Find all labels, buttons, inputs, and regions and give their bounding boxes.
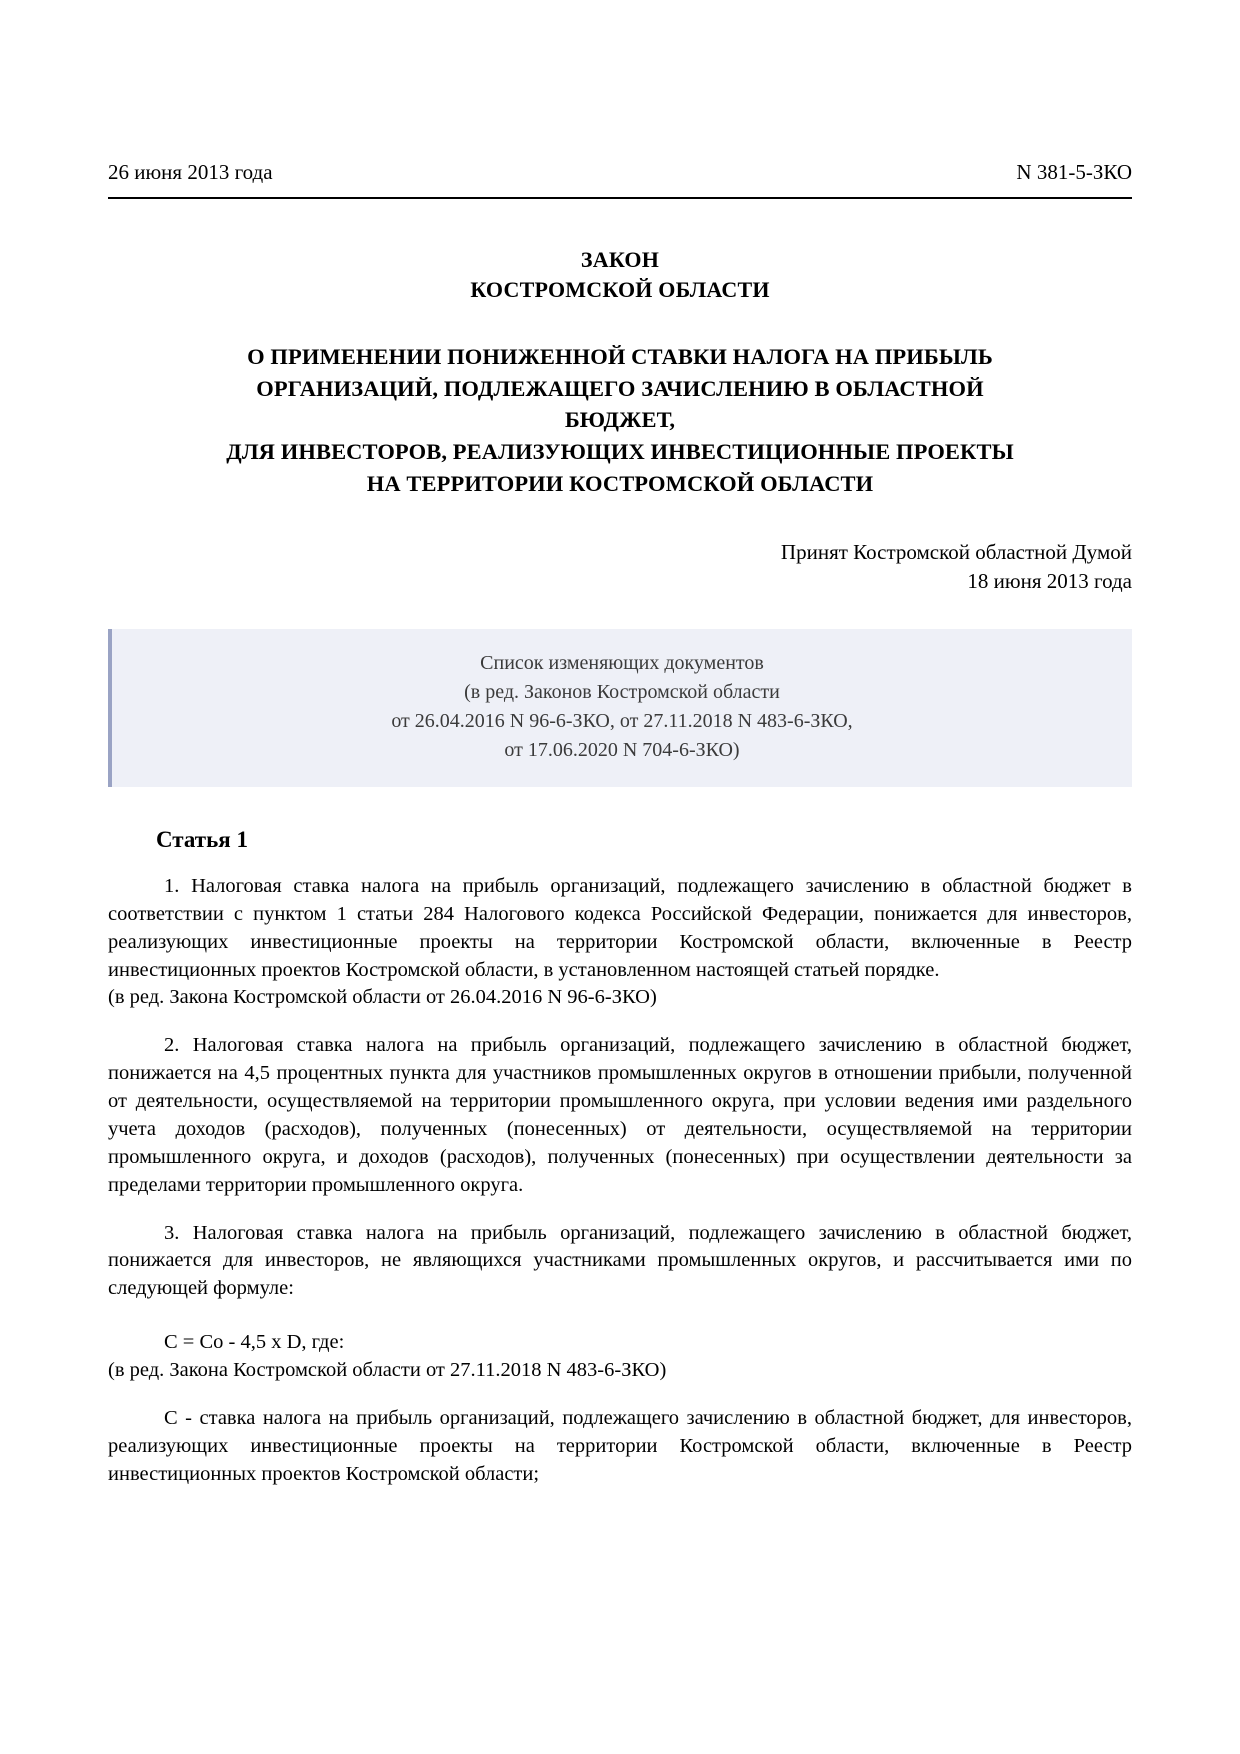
- article-paragraph-2: 2. Налоговая ставка налога на прибыль организаций, подлежащего зачислению в областной бюджет, понижается на 4,5 процентных пункта для участников промышленных округов в отношении прибыли, полученной от деятельности, осуществляемой на территории промышленного округа, при условии ведения ими раздельного учета доходов (расходов), полученных (понесенных) от деятельности, осуществляемой на территории промышленного округа, и доходов (расходов), полученных (понесенных) при осуществлении деятельности за пределами территории промышленного округа.: [108, 1034, 1132, 1196]
- page-header: [108, 160, 1132, 185]
- amendments-title: Список изменяющих документов: [480, 651, 764, 674]
- article-formula: C = Co - 4,5 x D, где:: [164, 1331, 345, 1354]
- amendments-line-4: от 17.06.2020 N 704-6-ЗКО): [504, 738, 740, 761]
- law-title-line-2: КОСТРОМСКОЙ ОБЛАСТИ: [470, 276, 770, 302]
- law-subject: [108, 341, 1132, 501]
- law-subject-line-1: О ПРИМЕНЕНИИ ПОНИЖЕННОЙ СТАВКИ НАЛОГА НА ПРИБЫЛЬ: [247, 343, 993, 369]
- article-heading: Статья 1: [156, 826, 248, 852]
- adoption-note-line-1: Принят Костромской областной Думой: [780, 540, 1132, 565]
- adoption-note-line-2: 18 июня 2013 года: [967, 568, 1132, 593]
- article-paragraph-4: C - ставка налога на прибыль организаций, подлежащего зачислению в областной бюджет, для инвесторов, реализующих инвестиционные проекты на территории Костромской области, включенные в Реестр инвестиционных проектов Костромской области;: [108, 1406, 1132, 1485]
- article-paragraph-1: 1. Налоговая ставка налога на прибыль организаций, подлежащего зачислению в областной бюджет в соответствии с пунктом 1 статьи 284 Налогового кодекса Российской Федерации, понижается для инвесторов, реализующих инвестиционные проекты на территории Костромской области, включенные в Реестр инвестиционных проектов Костромской области, в установленном настоящей статьей порядке.: [108, 874, 1132, 981]
- law-subject-line-4: ДЛЯ ИНВЕСТОРОВ, РЕАЛИЗУЮЩИХ ИНВЕСТИЦИОННЫЕ ПРОЕКТЫ: [226, 439, 1014, 465]
- law-title: [108, 245, 1132, 304]
- article-paragraph-1-amendment-ref: (в ред. Закона Костромской области от 26.04.2016 N 96-6-ЗКО): [108, 986, 657, 1009]
- article-paragraph-3: 3. Налоговая ставка налога на прибыль организаций, подлежащего зачислению в областной бюджет, понижается для инвесторов, не являющихся участниками промышленных округов, и рассчитывается ими по следующей формуле:: [108, 1221, 1132, 1300]
- law-subject-line-2: ОРГАНИЗАЦИЙ, ПОДЛЕЖАЩЕГО ЗАЧИСЛЕНИЮ В ОБЛАСТНОЙ: [256, 375, 984, 401]
- article-formula-amendment-ref: (в ред. Закона Костромской области от 27.11.2018 N 483-6-ЗКО): [108, 1359, 667, 1382]
- amendments-line-2: (в ред. Законов Костромской области: [464, 680, 780, 703]
- amendments-box: [108, 629, 1132, 787]
- amendments-line-3: от 26.04.2016 N 96-6-ЗКО, от 27.11.2018 N 483-6-ЗКО,: [391, 709, 853, 732]
- header-divider: [108, 197, 1132, 199]
- header-date: 26 июня 2013 года: [108, 160, 273, 184]
- law-subject-line-5: НА ТЕРРИТОРИИ КОСТРОМСКОЙ ОБЛАСТИ: [366, 471, 874, 497]
- adoption-note: [108, 538, 1132, 595]
- law-subject-line-3: БЮДЖЕТ,: [564, 407, 676, 433]
- header-document-number: N 381-5-ЗКО: [1016, 160, 1132, 184]
- law-title-line-1: ЗАКОН: [580, 247, 660, 273]
